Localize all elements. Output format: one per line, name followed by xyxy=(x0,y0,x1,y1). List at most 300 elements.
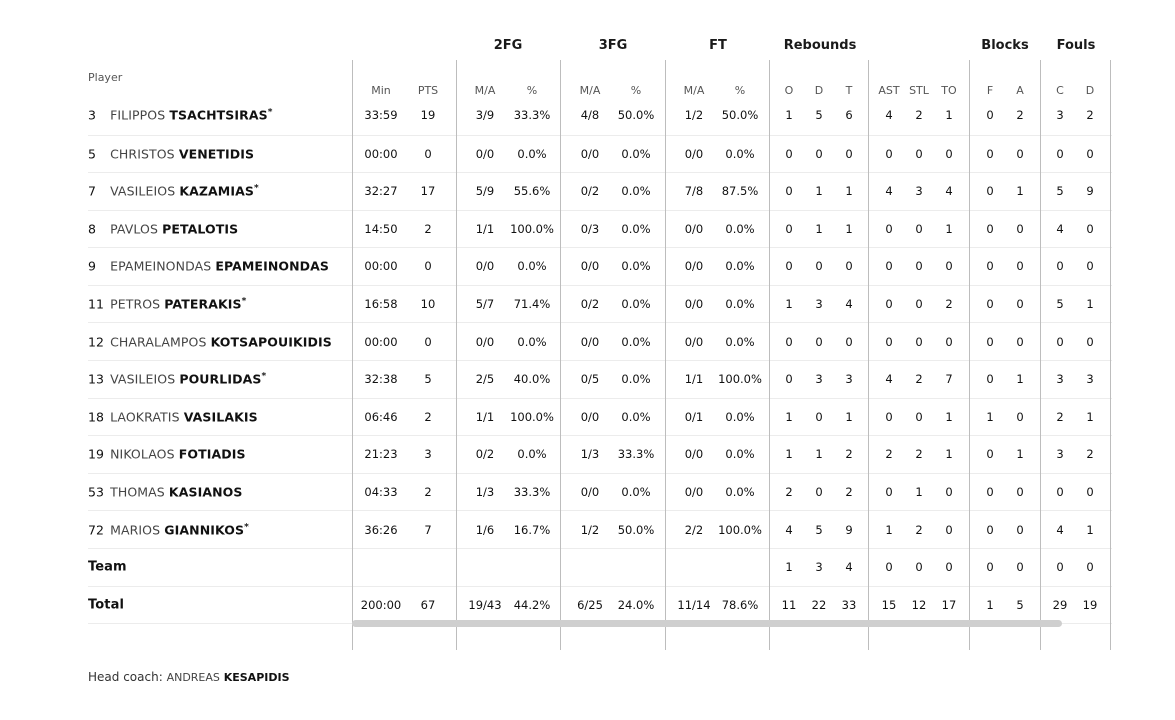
player-first-name: CHRISTOS xyxy=(110,146,175,161)
stat-rebounds-defensive: 3 xyxy=(815,372,823,387)
player-number: 72 xyxy=(88,522,105,538)
stat-fg2-percent: 0.0% xyxy=(517,146,547,161)
stat-fg2-made-attempted: 0/0 xyxy=(475,334,495,349)
player-last-name: KOTSAPOUIKIDIS xyxy=(210,334,332,349)
player-row xyxy=(88,248,1112,286)
stat-pts: 5 xyxy=(424,372,432,387)
stat-turnovers: 7 xyxy=(945,372,953,387)
stat-min: 32:27 xyxy=(364,184,398,199)
player-name[interactable] xyxy=(88,334,332,349)
stat-rebounds-offensive: 1 xyxy=(785,447,793,462)
stat-fouls-drawn: 9 xyxy=(1086,184,1094,199)
player-number: 8 xyxy=(88,221,97,237)
player-number: 19 xyxy=(88,446,105,462)
stat-ft-made-attempted: 0/1 xyxy=(684,409,704,424)
stat-steals: 0 xyxy=(915,259,923,274)
stat-rebounds-total: 9 xyxy=(845,522,853,537)
stat-pts: 0 xyxy=(424,334,432,349)
stat-min: 32:38 xyxy=(364,372,398,387)
column-header-blocks-for: F xyxy=(986,84,994,97)
stat-fg3-percent: 33.3% xyxy=(617,447,655,462)
stat-fg3-made-attempted: 0/0 xyxy=(580,146,600,161)
stat-fg3-percent: 24.0% xyxy=(617,597,655,612)
stat-rebounds-defensive: 3 xyxy=(815,296,823,311)
head-coach xyxy=(88,670,290,684)
stat-fg2-percent: 71.4% xyxy=(513,296,551,311)
stat-fouls-committed: 0 xyxy=(1056,146,1064,161)
stat-blocks-against: 0 xyxy=(1016,334,1024,349)
stat-turnovers: 1 xyxy=(945,108,953,122)
starter-marker: * xyxy=(261,371,267,382)
stat-fg2-percent: 44.2% xyxy=(513,597,551,612)
stat-blocks-for: 0 xyxy=(986,484,994,499)
stat-fg3-percent: 0.0% xyxy=(621,484,651,499)
stat-fg2-percent: 33.3% xyxy=(513,108,551,122)
head-coach-first-name: ANDREAS xyxy=(166,671,220,684)
stat-fouls-committed: 4 xyxy=(1056,522,1064,537)
stat-min: 06:46 xyxy=(364,409,398,424)
stat-fouls-drawn: 1 xyxy=(1086,522,1094,537)
stat-rebounds-total: 1 xyxy=(845,221,853,236)
player-first-name: NIKOLAOS xyxy=(110,446,175,462)
player-last-name: EPAMEINONDAS xyxy=(215,258,330,274)
stat-fg2-percent: 100.0% xyxy=(510,409,554,424)
stat-blocks-for: 0 xyxy=(986,146,994,161)
stat-fouls-drawn: 1 xyxy=(1086,409,1094,424)
team-row xyxy=(88,549,1112,587)
stat-steals: 0 xyxy=(915,296,923,311)
stat-rebounds-total: 0 xyxy=(845,259,853,274)
stat-fg3-made-attempted: 1/3 xyxy=(580,447,600,462)
player-name[interactable] xyxy=(88,484,243,499)
stat-rebounds-offensive: 0 xyxy=(785,221,793,236)
player-name[interactable] xyxy=(88,447,246,462)
stat-fg2-made-attempted: 5/7 xyxy=(475,296,495,311)
stat-ft-percent: 100.0% xyxy=(718,372,762,387)
stat-rebounds-offensive: 0 xyxy=(785,372,793,387)
stat-blocks-for: 0 xyxy=(986,560,994,575)
stat-blocks-against: 1 xyxy=(1016,372,1024,387)
stat-rebounds-offensive: 1 xyxy=(785,409,793,424)
stat-fg3-made-attempted: 0/2 xyxy=(580,296,600,311)
stat-blocks-for: 0 xyxy=(986,334,994,349)
stat-fg2-made-attempted: 19/43 xyxy=(468,597,502,612)
stat-assists: 0 xyxy=(885,146,893,161)
stat-blocks-for: 0 xyxy=(986,447,994,462)
stat-rebounds-offensive: 11 xyxy=(781,597,797,612)
stat-ft-made-attempted: 0/0 xyxy=(684,221,704,236)
stat-rebounds-offensive: 0 xyxy=(785,334,793,349)
stat-fouls-committed: 5 xyxy=(1056,296,1064,311)
player-last-name: FOTIADIS xyxy=(178,446,246,462)
stat-rebounds-total: 4 xyxy=(845,296,853,311)
stat-fg3-made-attempted: 0/5 xyxy=(580,372,600,387)
stat-blocks-against: 5 xyxy=(1016,597,1024,612)
stat-fg3-percent: 0.0% xyxy=(621,334,651,349)
player-number: 9 xyxy=(88,258,97,274)
stat-fg3-made-attempted: 4/8 xyxy=(580,108,600,122)
stat-rebounds-offensive: 1 xyxy=(785,560,793,575)
stat-pts: 2 xyxy=(424,221,432,236)
player-row xyxy=(88,173,1112,211)
stat-blocks-for: 0 xyxy=(986,259,994,274)
stat-ft-percent: 0.0% xyxy=(725,296,755,311)
stat-blocks-against: 1 xyxy=(1016,184,1024,199)
player-row xyxy=(88,473,1112,511)
team-label: Team xyxy=(88,559,127,575)
stat-blocks-for: 0 xyxy=(986,221,994,236)
stat-ft-made-attempted: 0/0 xyxy=(684,296,704,311)
stat-ft-made-attempted: 1/1 xyxy=(684,372,704,387)
player-last-name: PETALOTIS xyxy=(162,221,239,237)
player-first-name: PETROS xyxy=(110,296,161,312)
stat-assists: 0 xyxy=(885,409,893,424)
stat-fg2-made-attempted: 1/1 xyxy=(475,409,495,424)
starter-marker: * xyxy=(241,296,247,307)
stat-ft-made-attempted: 0/0 xyxy=(684,334,704,349)
stat-fg2-made-attempted: 3/9 xyxy=(475,108,495,122)
stat-fouls-committed: 2 xyxy=(1056,409,1064,424)
stat-blocks-against: 0 xyxy=(1016,409,1024,424)
stat-fg3-percent: 0.0% xyxy=(621,296,651,311)
stat-assists: 0 xyxy=(885,484,893,499)
column-header-fouls-drawn: D xyxy=(1085,84,1095,97)
stat-blocks-against: 0 xyxy=(1016,259,1024,274)
stat-turnovers: 17 xyxy=(941,597,957,612)
column-header-fouls-committed: C xyxy=(1056,84,1064,97)
player-number: 13 xyxy=(88,371,105,387)
player-number: 11 xyxy=(88,296,105,312)
stat-ft-percent: 0.0% xyxy=(725,146,755,161)
player-name[interactable] xyxy=(88,221,238,236)
stat-blocks-against: 0 xyxy=(1016,560,1024,575)
player-last-name: TSACHTSIRAS xyxy=(169,107,268,123)
player-first-name: CHARALAMPOS xyxy=(110,334,207,349)
stat-fg3-made-attempted: 6/25 xyxy=(577,597,603,612)
stat-turnovers: 1 xyxy=(945,447,953,462)
stat-rebounds-total: 1 xyxy=(845,184,853,199)
stat-assists: 15 xyxy=(881,597,897,612)
player-first-name: VASILEIOS xyxy=(110,183,176,199)
stat-fg2-made-attempted: 0/0 xyxy=(475,259,495,274)
column-divider xyxy=(1040,60,1041,650)
stat-rebounds-offensive: 0 xyxy=(785,184,793,199)
stat-steals: 0 xyxy=(915,334,923,349)
player-first-name: LAOKRATIS xyxy=(110,409,180,425)
stat-min: 00:00 xyxy=(364,146,398,161)
stat-fg3-made-attempted: 0/0 xyxy=(580,259,600,274)
stat-steals: 2 xyxy=(915,108,923,122)
player-last-name: PATERAKIS xyxy=(164,296,242,312)
player-name[interactable] xyxy=(88,372,266,387)
stat-pts: 67 xyxy=(420,597,436,612)
stat-fg3-percent: 50.0% xyxy=(617,522,655,537)
stat-pts: 2 xyxy=(424,409,432,424)
stat-rebounds-defensive: 5 xyxy=(815,108,823,122)
stat-ft-percent: 0.0% xyxy=(725,447,755,462)
stat-pts: 19 xyxy=(420,108,436,122)
stat-pts: 17 xyxy=(420,184,436,199)
stat-min: 21:23 xyxy=(364,447,398,462)
player-name[interactable] xyxy=(88,107,273,122)
stat-turnovers: 0 xyxy=(945,560,953,575)
stat-rebounds-total: 33 xyxy=(841,597,857,612)
stat-min: 00:00 xyxy=(364,259,398,274)
player-first-name: THOMAS xyxy=(110,484,165,500)
stat-min: 00:00 xyxy=(364,334,398,349)
player-name[interactable] xyxy=(88,409,258,424)
stat-rebounds-offensive: 1 xyxy=(785,108,793,122)
stat-steals: 0 xyxy=(915,560,923,575)
stat-rebounds-defensive: 0 xyxy=(815,146,823,161)
stat-fg3-made-attempted: 1/2 xyxy=(580,522,600,537)
stat-steals: 1 xyxy=(915,484,923,499)
stat-ft-made-attempted: 1/2 xyxy=(684,108,704,122)
stat-rebounds-total: 6 xyxy=(845,108,853,122)
stat-pts: 7 xyxy=(424,522,432,537)
group-fouls-title: Fouls xyxy=(1056,38,1096,53)
stat-rebounds-defensive: 0 xyxy=(815,484,823,499)
stat-fouls-committed: 3 xyxy=(1056,108,1064,122)
stat-fouls-drawn: 19 xyxy=(1082,597,1098,612)
stat-fouls-drawn: 0 xyxy=(1086,221,1094,236)
column-header-steals: STL xyxy=(909,84,929,97)
stat-fg2-made-attempted: 1/1 xyxy=(475,221,495,236)
stat-blocks-for: 1 xyxy=(986,597,994,612)
stat-fouls-committed: 29 xyxy=(1052,597,1068,612)
column-divider xyxy=(868,60,869,650)
stat-fouls-drawn: 0 xyxy=(1086,484,1094,499)
player-row xyxy=(88,323,1112,361)
player-last-name: KAZAMIAS xyxy=(179,183,254,199)
column-divider xyxy=(665,60,666,650)
stat-fouls-committed: 0 xyxy=(1056,259,1064,274)
stat-assists: 0 xyxy=(885,560,893,575)
player-row xyxy=(88,436,1112,474)
stat-turnovers: 4 xyxy=(945,184,953,199)
horizontal-scrollbar[interactable] xyxy=(352,620,1062,627)
player-name[interactable] xyxy=(88,296,246,311)
total-label: Total xyxy=(88,597,125,613)
stat-assists: 4 xyxy=(885,108,893,122)
stat-fouls-drawn: 3 xyxy=(1086,372,1094,387)
stat-ft-made-attempted: 0/0 xyxy=(684,259,704,274)
stat-steals: 12 xyxy=(911,597,927,612)
box-score-table xyxy=(88,30,1112,630)
stat-fouls-drawn: 0 xyxy=(1086,334,1094,349)
stat-fouls-committed: 0 xyxy=(1056,334,1064,349)
player-number: 53 xyxy=(88,484,105,500)
head-coach-last-name: KESAPIDIS xyxy=(223,671,290,684)
stat-assists: 4 xyxy=(885,372,893,387)
player-row xyxy=(88,361,1112,399)
column-header-fg3-made-attempted: M/A xyxy=(579,84,601,97)
player-last-name: VENETIDIS xyxy=(178,146,255,161)
player-name[interactable] xyxy=(88,522,249,537)
stat-min: 33:59 xyxy=(364,108,398,122)
stat-rebounds-total: 0 xyxy=(845,146,853,161)
stat-blocks-against: 1 xyxy=(1016,447,1024,462)
stat-blocks-for: 1 xyxy=(986,409,994,424)
column-header-rebounds-total: T xyxy=(845,84,853,97)
player-row xyxy=(88,285,1112,323)
stat-min: 14:50 xyxy=(364,221,398,236)
player-last-name: KASIANOS xyxy=(168,484,243,500)
stat-ft-made-attempted: 7/8 xyxy=(684,184,704,199)
stat-fg3-made-attempted: 0/0 xyxy=(580,334,600,349)
stat-fg3-percent: 0.0% xyxy=(621,146,651,161)
stat-rebounds-total: 1 xyxy=(845,409,853,424)
stat-fg3-percent: 0.0% xyxy=(621,221,651,236)
stat-pts: 0 xyxy=(424,146,432,161)
player-number: 12 xyxy=(88,334,105,349)
stat-blocks-for: 0 xyxy=(986,184,994,199)
stat-rebounds-total: 2 xyxy=(845,484,853,499)
column-header-rebounds-defensive: D xyxy=(814,84,824,97)
column-header-rebounds-offensive: O xyxy=(784,84,794,97)
stat-fg2-made-attempted: 0/0 xyxy=(475,146,495,161)
stat-rebounds-offensive: 1 xyxy=(785,296,793,311)
stat-blocks-against: 0 xyxy=(1016,522,1024,537)
stat-fouls-drawn: 0 xyxy=(1086,259,1094,274)
player-number: 3 xyxy=(88,107,97,123)
stat-rebounds-defensive: 5 xyxy=(815,522,823,537)
stat-fg3-made-attempted: 0/3 xyxy=(580,221,600,236)
stat-rebounds-offensive: 4 xyxy=(785,522,793,537)
starter-marker: * xyxy=(267,107,273,118)
stat-pts: 10 xyxy=(420,296,436,311)
group-ft-title: FT xyxy=(709,38,727,53)
player-last-name: VASILAKIS xyxy=(183,409,258,425)
stat-rebounds-total: 3 xyxy=(845,372,853,387)
stat-turnovers: 0 xyxy=(945,259,953,274)
column-header-blocks-against: A xyxy=(1016,84,1024,97)
group-blocks-title: Blocks xyxy=(981,38,1029,53)
stat-ft-made-attempted: 11/14 xyxy=(677,597,711,612)
stat-fg2-percent: 16.7% xyxy=(513,522,551,537)
column-divider xyxy=(1110,60,1111,650)
stat-fg3-made-attempted: 0/0 xyxy=(580,409,600,424)
stat-min: 200:00 xyxy=(360,597,402,612)
column-header-assists: AST xyxy=(878,84,900,97)
group-2fg-title: 2FG xyxy=(493,38,523,53)
player-row xyxy=(88,511,1112,549)
stat-blocks-for: 0 xyxy=(986,296,994,311)
stat-fg2-percent: 33.3% xyxy=(513,484,551,499)
stat-rebounds-total: 4 xyxy=(845,560,853,575)
player-name[interactable] xyxy=(88,146,254,161)
player-column-header: Player xyxy=(88,71,123,84)
player-first-name: VASILEIOS xyxy=(110,371,176,387)
stat-rebounds-defensive: 0 xyxy=(815,334,823,349)
stat-turnovers: 2 xyxy=(945,296,953,311)
stat-ft-made-attempted: 0/0 xyxy=(684,146,704,161)
stat-fg2-percent: 100.0% xyxy=(510,221,554,236)
player-first-name: PAVLOS xyxy=(110,221,159,237)
head-coach-label: Head coach: xyxy=(88,670,163,684)
stat-blocks-against: 0 xyxy=(1016,296,1024,311)
stat-fouls-committed: 4 xyxy=(1056,221,1064,236)
stat-steals: 0 xyxy=(915,221,923,236)
stat-ft-made-attempted: 0/0 xyxy=(684,484,704,499)
stat-ft-percent: 87.5% xyxy=(721,184,759,199)
player-row xyxy=(88,210,1112,248)
stat-fg2-made-attempted: 1/6 xyxy=(475,522,495,537)
stat-steals: 2 xyxy=(915,447,923,462)
stat-ft-percent: 0.0% xyxy=(725,259,755,274)
stat-blocks-against: 0 xyxy=(1016,146,1024,161)
stat-rebounds-defensive: 0 xyxy=(815,259,823,274)
stat-ft-percent: 100.0% xyxy=(718,522,762,537)
stat-assists: 0 xyxy=(885,296,893,311)
column-header-ft-percent: % xyxy=(734,84,746,97)
stat-blocks-for: 0 xyxy=(986,108,994,122)
stat-blocks-against: 2 xyxy=(1016,108,1024,122)
player-name[interactable] xyxy=(88,259,329,274)
stat-ft-made-attempted: 0/0 xyxy=(684,447,704,462)
stat-fouls-committed: 0 xyxy=(1056,484,1064,499)
stat-fouls-drawn: 2 xyxy=(1086,108,1094,122)
group-3fg-title: 3FG xyxy=(598,38,628,53)
stat-fg2-percent: 40.0% xyxy=(513,372,551,387)
stat-blocks-for: 0 xyxy=(986,522,994,537)
stat-ft-percent: 78.6% xyxy=(721,597,759,612)
column-header-turnovers: TO xyxy=(941,84,957,97)
stat-rebounds-total: 0 xyxy=(845,334,853,349)
stat-pts: 2 xyxy=(424,484,432,499)
player-first-name: EPAMEINONDAS xyxy=(110,258,212,274)
player-number: 5 xyxy=(88,146,97,161)
stat-ft-percent: 50.0% xyxy=(721,108,759,122)
stat-rebounds-defensive: 0 xyxy=(815,409,823,424)
stat-rebounds-defensive: 1 xyxy=(815,447,823,462)
starter-marker: * xyxy=(253,183,259,194)
stat-assists: 2 xyxy=(885,447,893,462)
player-row xyxy=(88,95,1112,136)
stat-turnovers: 0 xyxy=(945,484,953,499)
stat-steals: 2 xyxy=(915,372,923,387)
stat-fg2-made-attempted: 1/3 xyxy=(475,484,495,499)
stat-fouls-committed: 0 xyxy=(1056,560,1064,575)
stat-ft-percent: 0.0% xyxy=(725,221,755,236)
stat-fg2-made-attempted: 0/2 xyxy=(475,447,495,462)
column-divider xyxy=(560,60,561,650)
stat-turnovers: 0 xyxy=(945,146,953,161)
player-number: 7 xyxy=(88,183,97,199)
stat-min: 04:33 xyxy=(364,484,398,499)
stat-steals: 0 xyxy=(915,409,923,424)
column-header-ft-made-attempted: M/A xyxy=(683,84,705,97)
stat-ft-percent: 0.0% xyxy=(725,484,755,499)
stat-assists: 0 xyxy=(885,221,893,236)
column-divider xyxy=(769,60,770,650)
stat-fouls-committed: 3 xyxy=(1056,372,1064,387)
stat-fg3-percent: 0.0% xyxy=(621,259,651,274)
column-header-pts: PTS xyxy=(417,84,439,97)
stat-blocks-against: 0 xyxy=(1016,221,1024,236)
stat-ft-percent: 0.0% xyxy=(725,334,755,349)
stat-blocks-against: 0 xyxy=(1016,484,1024,499)
stat-rebounds-offensive: 0 xyxy=(785,259,793,274)
column-divider xyxy=(969,60,970,650)
stat-steals: 2 xyxy=(915,522,923,537)
stat-fouls-committed: 3 xyxy=(1056,447,1064,462)
player-name[interactable] xyxy=(88,184,259,199)
stat-fg2-made-attempted: 5/9 xyxy=(475,184,495,199)
stat-turnovers: 1 xyxy=(945,409,953,424)
column-divider xyxy=(456,60,457,650)
stat-fg3-percent: 0.0% xyxy=(621,409,651,424)
